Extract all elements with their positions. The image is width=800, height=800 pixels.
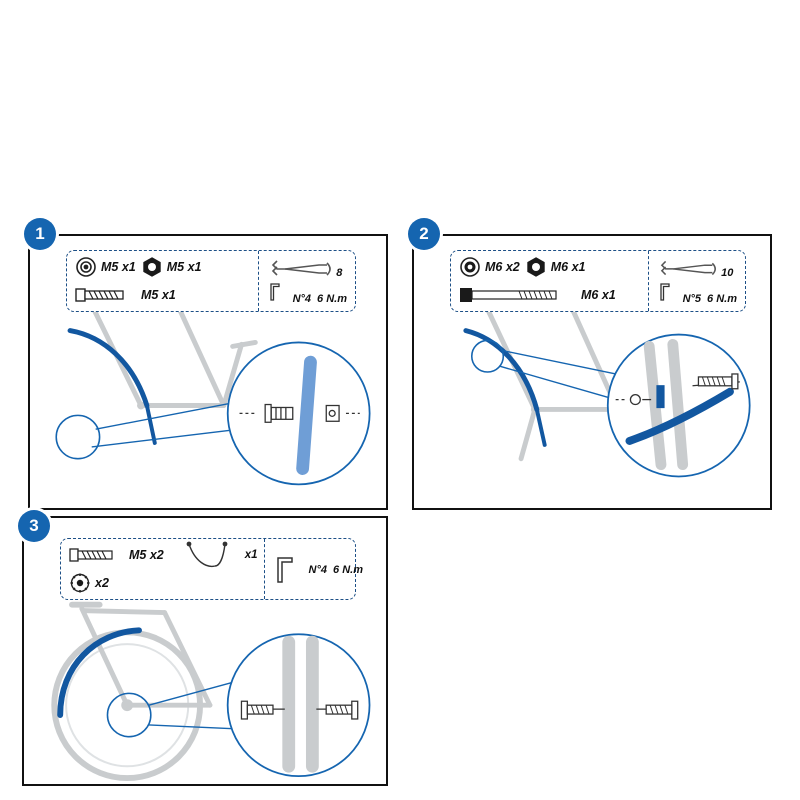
part-row xyxy=(459,282,642,308)
part-washer-2 xyxy=(459,256,520,278)
part-label: M5 x1 xyxy=(166,260,202,274)
allen-key-size-label: N°5 xyxy=(682,293,702,305)
parts-list-step-3 xyxy=(60,538,363,600)
long-bolt-icon xyxy=(459,286,577,304)
allen-key-icon xyxy=(267,282,287,302)
tool-area-step-1 xyxy=(258,251,355,311)
allen-key-size-label: N°4 xyxy=(308,563,328,576)
part-label: M5 x1 xyxy=(101,260,136,274)
part-row xyxy=(69,542,258,568)
nut-icon xyxy=(141,256,163,278)
part-label: M5 x1 xyxy=(141,288,176,302)
screw-icon xyxy=(69,547,125,563)
serrated-nut-icon xyxy=(69,572,91,594)
part-row xyxy=(75,282,252,308)
part-row xyxy=(459,254,642,280)
screw-icon xyxy=(75,286,137,304)
allen-key-row-3 xyxy=(273,555,363,585)
stay-rod-icon xyxy=(185,540,241,570)
part-label: M6 x2 xyxy=(485,260,520,274)
open-wrench-icon xyxy=(660,257,718,279)
step-number-badge-3: 3 xyxy=(18,510,50,542)
washer-icon xyxy=(459,256,481,278)
tool-area-step-3 xyxy=(264,539,371,599)
washer-icon xyxy=(75,256,97,278)
allen-key-icon xyxy=(657,282,677,302)
wrench-size-label: 8 xyxy=(336,267,343,279)
part-washer-1 xyxy=(75,256,136,278)
torque-label: 6 N.m xyxy=(333,563,363,576)
part-screw-3 xyxy=(69,547,164,563)
torque-label: 6 N.m xyxy=(707,293,737,305)
open-wrench-icon xyxy=(271,257,333,279)
step-number-badge-2: 2 xyxy=(408,218,440,250)
parts-left-1 xyxy=(67,251,258,311)
part-screw-1 xyxy=(75,286,176,304)
nut-icon xyxy=(525,256,547,278)
torque-label: 6 N.m xyxy=(317,293,347,305)
step-panel-3 xyxy=(22,516,388,786)
wrench-size-label: 10 xyxy=(721,267,734,279)
part-label: x1 xyxy=(244,549,258,561)
step-panel-1 xyxy=(28,234,388,510)
part-serrated-nut-3 xyxy=(69,572,109,594)
part-row xyxy=(69,570,258,596)
tool-wrench-2 xyxy=(660,257,733,279)
allen-key-size-label: N°4 xyxy=(292,293,312,305)
allen-key-row-2 xyxy=(657,282,737,305)
tool-wrench-1 xyxy=(271,257,342,279)
parts-left-2 xyxy=(451,251,648,311)
parts-list-step-1 xyxy=(66,250,356,312)
parts-list-step-2 xyxy=(450,250,746,312)
part-label: M6 x1 xyxy=(550,260,586,274)
allen-key-row-1 xyxy=(267,282,347,305)
step-panel-2 xyxy=(412,234,772,510)
part-label: M6 x1 xyxy=(581,288,616,302)
part-long-bolt-2 xyxy=(459,286,616,304)
allen-key-icon xyxy=(273,555,303,585)
step-number-badge-1: 1 xyxy=(24,218,56,250)
part-label: M5 x2 xyxy=(129,548,164,562)
part-stay-rod-3 xyxy=(185,540,258,570)
part-nut-1 xyxy=(141,256,202,278)
parts-left-3 xyxy=(61,539,264,599)
part-nut-2 xyxy=(525,256,586,278)
tool-area-step-2 xyxy=(648,251,745,311)
part-label: x2 xyxy=(95,576,109,590)
part-row xyxy=(75,254,252,280)
